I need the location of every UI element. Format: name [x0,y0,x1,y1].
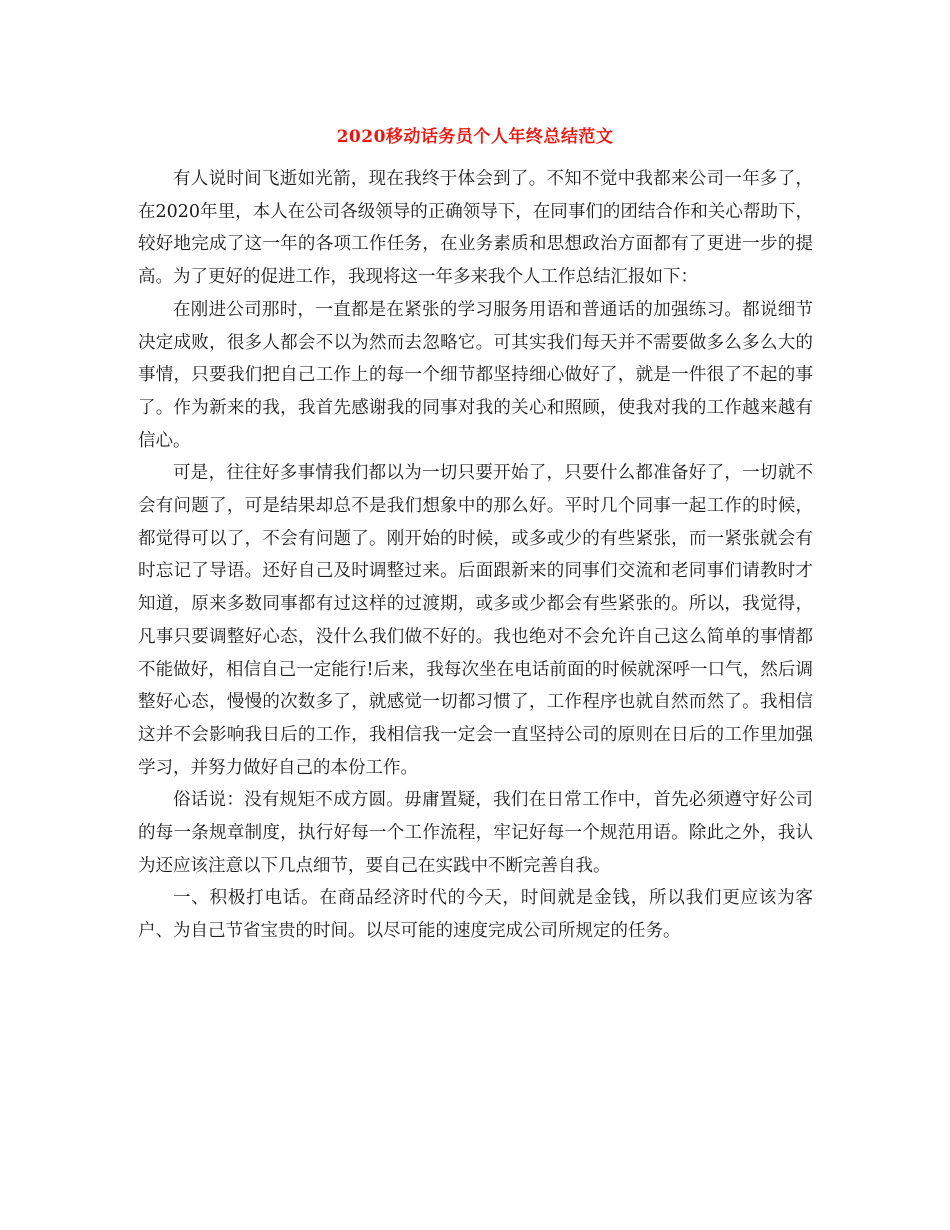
paragraph: 一、积极打电话。在商品经济时代的今天，时间就是金钱，所以我们更应该为客户、为自己节省宝贵的时间。以尽可能的速度完成公司所规定的任务。 [138,888,813,942]
document-body [138,163,813,948]
paragraph: 可是，往往好多事情我们都以为一切只要开始了，只要什么都准备好了，一切就不会有问题了，可是结果却总不是我们想象中的那么好。平时几个同事一起工作的时候，都觉得可以了，不会有问题了。刚开始的时候，或多或少的有些紧张，而一紧张就会有时忘记了导语。还好自己及时调整过来。后面跟新来的同事们交流和老同事们请教时才知道，原来多数同事都有过这样的过渡期，或多或少都会有些紧张的。所以，我觉得，凡事只要调整好心态，没什么我们做不好的。我也绝对不会允许自己这么简单的事情都不能做好，相信自己一定能行!后来，我每次坐在电话前面的时候就深呼一口气，然后调整好心态，慢慢的次数多了，就感觉一切都习惯了，工作程序也就自然而然了。我相信这并不会影响我日后的工作，我相信我一定会一直坚持公司的原则在日后的工作里加强学习，并努力做好自己的本份工作。 [138,463,813,778]
paragraph: 俗话说：没有规矩不成方圆。毋庸置疑，我们在日常工作中，首先必须遵守好公司的每一条规章制度，执行好每一个工作流程，牢记好每一个规范用语。除此之外，我认为还应该注意以下几点细节，要自己在实践中不断完善自我。 [138,790,813,876]
paragraph: 在刚进公司那时，一直都是在紧张的学习服务用语和普通话的加强练习。都说细节决定成败，很多人都会不以为然而去忽略它。可其实我们每天并不需要做多么多么大的事情，只要我们把自己工作上的每一个细节都坚持细心做好了，就是一件很了不起的事了。作为新来的我，我首先感谢我的同事对我的关心和照顾，使我对我的工作越来越有信心。 [138,299,813,451]
paragraph: 有人说时间飞逝如光箭，现在我终于体会到了。不知不觉中我都来公司一年多了，在2020年里，本人在公司各级领导的正确领导下，在同事们的团结合作和关心帮助下，较好地完成了这一年的各项工作任务，在业务素质和思想政治方面都有了更进一步的提高。为了更好的促进工作，我现将这一年多来我个人工作总结汇报如下： [138,169,813,288]
document-title: 2020移动话务员个人年终总结范文 [336,127,614,147]
